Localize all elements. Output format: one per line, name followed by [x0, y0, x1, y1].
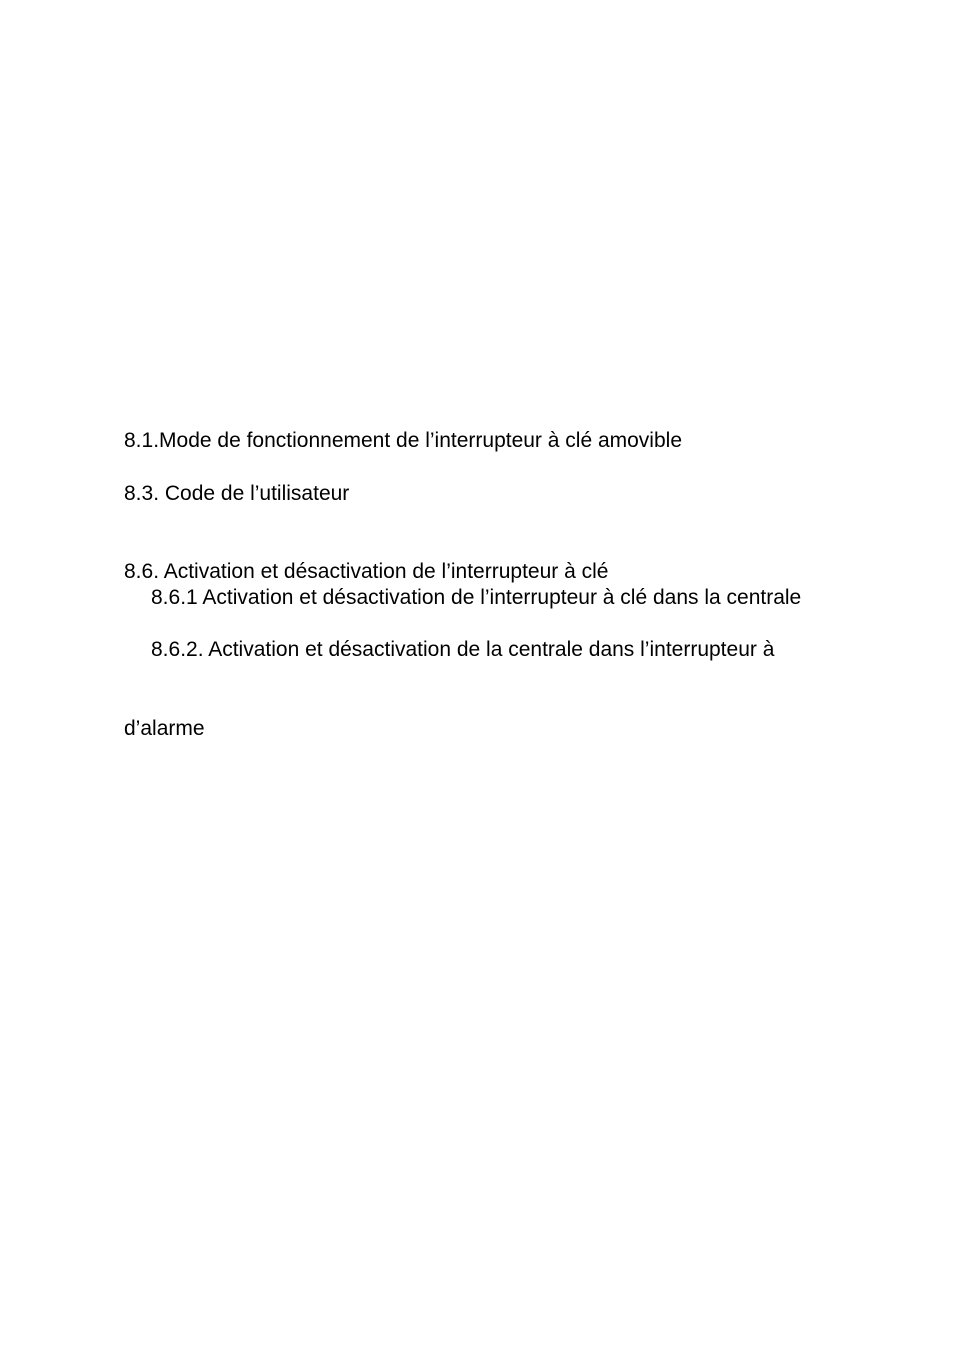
toc-entry-8-1: 8.1.Mode de fonctionnement de l’interrupteur à clé amovible — [124, 429, 682, 452]
toc-entry-8-6: 8.6. Activation et désactivation de l’interrupteur à clé — [124, 560, 609, 583]
toc-entry-8-6-1: 8.6.1 Activation et désactivation de l’interrupteur à clé dans la centrale — [151, 586, 802, 609]
toc-entry-continuation: d’alarme — [124, 717, 205, 740]
toc-entry-8-6-2: 8.6.2. Activation et désactivation de la centrale dans l’interrupteur à — [151, 638, 775, 661]
toc-entry-8-3: 8.3. Code de l’utilisateur — [124, 482, 350, 505]
